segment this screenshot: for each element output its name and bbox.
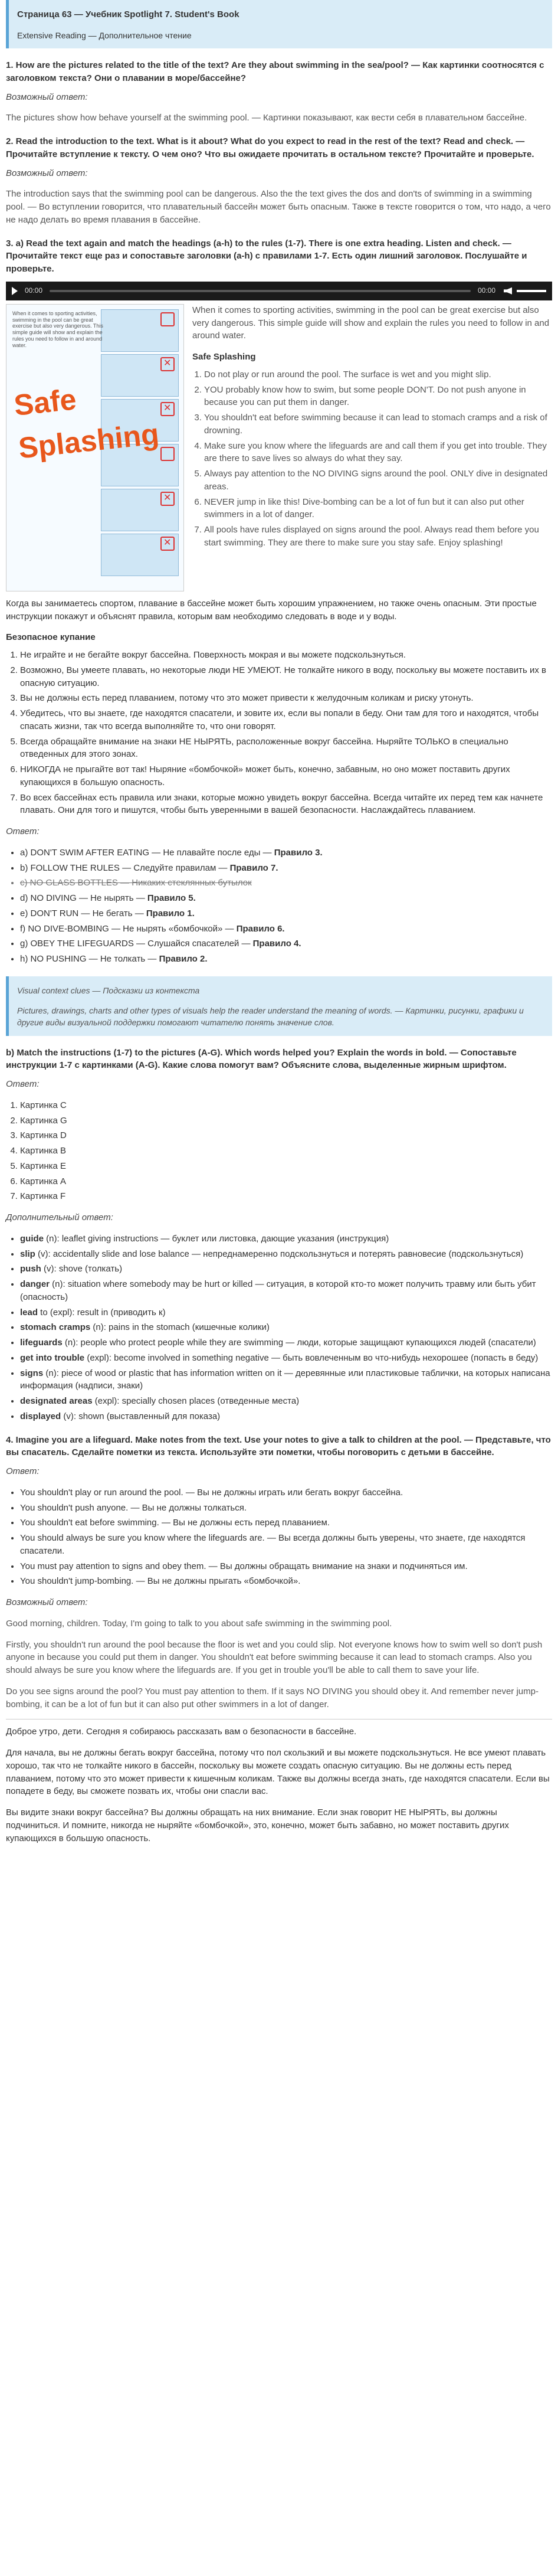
note-item: • You must pay attention to signs and obey them. — Вы должны обращать внимание на знаки и подчиняться им. <box>20 1560 552 1573</box>
vocab-item: • get into trouble (expl): become involved in something negative — быть вовлеченным во что-нибудь нехорошее (попасть в беду) <box>20 1352 552 1365</box>
rules-list <box>192 368 552 550</box>
translation-rule-2: 2. Возможно, Вы умеете плавать, но некоторые люди НЕ УМЕЮТ. Не толкайте никого в воду, поскольку вы можете поставить их в опасную ситуацию. <box>20 664 552 690</box>
tip-box <box>6 976 552 1036</box>
leaflet-picture-f <box>101 534 179 576</box>
question-1: 1. How are the pictures related to the title of the text? Are they about swimming in the sea/pool? — Как картинки соотносятся с заголовком текста? Они о плавании в море/бассейне? <box>6 60 544 83</box>
picture-answer: 3. Картинка D <box>20 1129 552 1142</box>
answer-1: The pictures show how behave yourself at the swimming pool. — Картинки показывают, как вести себя в плавательном бассейне. <box>6 113 527 123</box>
poster-title: Safe Splashing <box>192 352 256 362</box>
talk-en-1: Good morning, children. Today, I'm going to talk to you about safe swimming in the swimming pool. <box>6 1618 392 1629</box>
translation-title: Безопасное купание <box>6 632 96 643</box>
vocab-item: • guide (n): leaflet giving instructions — буклет или листовка, дающие указания (инструкция) <box>20 1233 552 1245</box>
note-item: • You should always be sure you know where the lifeguards are. — Вы всегда должны быть уверены, что знаете, где находятся спасатели. <box>20 1532 552 1558</box>
question-3a: 3. a) Read the text again and match the headings (a-h) to the rules (1-7). There is one extra heading. Listen and check. — Прочитайте текст еще раз и сопоставьте заголовки (a-h) с правилами 1-7. Есть один лишний заголовок. Послушайте и проверьте. <box>6 238 527 274</box>
vocab-item: • danger (n): situation where somebody may be hurt or killed — ситуация, в которой кто-то может получить травму или быть убит (опасность) <box>20 1278 552 1304</box>
picture-answer: 7. Картинка F <box>20 1190 552 1203</box>
question-4: 4. Imagine you are a lifeguard. Make notes from the text. Use your notes to give a talk to children at the pool. — Представьте, что вы спасатель. Сделайте пометки из текста. Используйте эти пометки, чтобы поговорить с детьми в бассейне. <box>6 1434 551 1458</box>
page-title: Страница 63 — Учебник Spotlight 7. Student's Book <box>17 9 239 19</box>
translation-intro: Когда вы занимаетесь спортом, плавание в бассейне может быть хорошим упражнением, но также очень опасным. Эти простые инструкции покажут и объяснят правила, которым вам необходимо следовать в воде и у воды. <box>6 598 537 622</box>
page-subtitle: Extensive Reading — Дополнительное чтение <box>17 30 192 40</box>
cross-icon <box>160 492 175 506</box>
vocab-item: • displayed (v): shown (выставленный для показа) <box>20 1410 552 1423</box>
heading-answer: • f) NO DIVE-BOMBING — Не нырять «бомбочкой» — Правило 6. <box>20 923 552 936</box>
answer-label-1: Возможный ответ: <box>6 91 88 102</box>
question-3b: b) Match the instructions (1-7) to the pictures (A-G). Which words helped you? Explain the words in bold. — Сопоставьте инструкции 1-7 с картинками (A-G). Какие слова помогут вам? Объясните слова, выделенные жирным шрифтом. <box>6 1047 517 1071</box>
translation-rule-7: 7. Во всех бассейнах есть правила или знаки, которые можно увидеть вокруг бассейна. Всегда читайте их перед тем как начнете плавать. Они для того и пишутся, чтобы быть уверенными в вашей безопасности. Наслаждайтесь плаванием. <box>20 792 552 818</box>
audio-player[interactable] <box>6 282 552 300</box>
picture-answer: 1. Картинка C <box>20 1099 552 1112</box>
volume-icon[interactable] <box>504 287 512 295</box>
translation-rule-5: 5. Всегда обращайте внимание на знаки НЕ НЫРЯТЬ, расположенные вокруг бассейна. Ныряйте ТОЛЬКО в специально отведенных для этого зонах. <box>20 735 552 761</box>
audio-time-start: 00:00 <box>25 286 43 295</box>
extra-answer-label-3b: Дополнительный ответ: <box>6 1212 113 1223</box>
heading-answer: • a) DON'T SWIM AFTER EATING — Не плавайте после еды — Правило 3. <box>20 846 552 859</box>
rule-5: 5. Always pay attention to the NO DIVING signs around the pool. ONLY dive in designated areas. <box>204 468 552 493</box>
vocabulary-list <box>6 1233 552 1423</box>
heading-answer: • d) NO DIVING — Не нырять — Правило 5. <box>20 892 552 905</box>
rule-3: 3. You shouldn't eat before swimming because it can lead to stomach cramps and a risk of drowning. <box>204 411 552 437</box>
leaflet-picture-e <box>101 489 179 531</box>
vocab-item: • signs (n): piece of wood or plastic that has information written on it — деревянные или пластиковые таблички, на которых написана информация (надписи, знаки) <box>20 1367 552 1393</box>
notes-list <box>6 1486 552 1588</box>
cross-icon <box>160 537 175 551</box>
answer-label-3a: Ответ: <box>6 826 40 837</box>
heading-answer-extra: • c) NO GLASS BOTTLES — Никаких стеклянных бутылок <box>20 877 552 890</box>
poster-intro: When it comes to sporting activities, swimming in the pool can be great exercise but also very dangerous. This simple guide will show and explain the rules you need to follow in and around water. <box>192 305 550 341</box>
heading-answer: • g) OBEY THE LIFEGUARDS — Слушайся спасателей — Правило 4. <box>20 937 552 950</box>
leaflet-intro-text: When it comes to sporting activities, swimming in the pool can be great exercise but also very dangerous. This simple guide will show and explain the rules you need to follow in and around water. <box>12 310 103 348</box>
leaflet-image <box>6 304 184 591</box>
rule-6: 6. NEVER jump in like this! Dive-bombing can be a lot of fun but it can also put other swimmers in a lot of danger. <box>204 496 552 522</box>
heading-answer: • b) FOLLOW THE RULES — Следуйте правилам — Правило 7. <box>20 862 552 875</box>
leaflet-section <box>6 304 552 591</box>
vocab-item: • designated areas (expl): specially chosen places (отведенные места) <box>20 1395 552 1408</box>
tip-title: Visual context clues — Подсказки из контекста <box>17 985 200 995</box>
picture-answer: 2. Картинка G <box>20 1114 552 1127</box>
translation-rule-3: 3. Вы не должны есть перед плаванием, потому что это может привести к желудочным коликам и риску утонуть. <box>20 692 552 705</box>
rule-7: 7. All pools have rules displayed on signs around the pool. Always read them before you start swimming. They are there to make sure you stay safe. Enjoy splashing! <box>204 524 552 550</box>
audio-progress-bar[interactable] <box>50 290 471 292</box>
pictures-answers <box>6 1099 552 1203</box>
picture-answer: 4. Картинка B <box>20 1145 552 1158</box>
extra-answer-label-4: Возможный ответ: <box>6 1597 88 1608</box>
check-icon <box>160 312 175 326</box>
answer-2: The introduction says that the swimming pool can be dangerous. Also the the text gives the dos and don'ts of swimming in a swimming pool. — Во вступлении говорится, что плавательный бассейн может быть опасным. Также в тексте говорится о том, что надо, а чего не надо делать во время плавания в бассейне. <box>6 189 551 225</box>
page-header <box>6 0 552 48</box>
talk-en-3: Do you see signs around the pool? You must pay attention to them. If it says NO DIVING you should obey it. And remember never jump-bombing, it can be a lot of fun but it can also put other swimmers in a lot of danger. <box>6 1686 539 1709</box>
note-item: • You shouldn't play or run around the pool. — Вы не должны играть или бегать вокруг бассейна. <box>20 1486 552 1499</box>
note-item: • You shouldn't jump-bombing. — Вы не должны прыгать «бомбочкой». <box>20 1575 552 1588</box>
vocab-item: • lead to (expl): result in (приводить к) <box>20 1306 552 1319</box>
translation-rule-1: 1. Не играйте и не бегайте вокруг бассейна. Поверхность мокрая и вы можете подскользнуться. <box>20 649 552 662</box>
picture-answer: 5. Картинка E <box>20 1160 552 1173</box>
picture-answer: 6. Картинка A <box>20 1175 552 1188</box>
vocab-item: • stomach cramps (n): pains in the stomach (кишечные колики) <box>20 1321 552 1334</box>
note-item: • You shouldn't push anyone. — Вы не должны толкаться. <box>20 1502 552 1515</box>
translation-rule-4: 4. Убедитесь, что вы знаете, где находятся спасатели, и зовите их, если вы попали в беду. Они там для того и находятся, чтобы спасать жизни, так что всегда выполняйте то, что они говорят. <box>20 707 552 733</box>
translation-rules-list <box>6 649 552 817</box>
talk-en-2: Firstly, you shouldn't run around the pool because the floor is wet and you could slip. Not everyone knows how to swim well so don't push anyone in because you could put them in danger. You shouldn't eat before swimming because it can lead to stomach cramps. Also you should always be sure you know where the lifeguards are. If you get in trouble you'll be able to call them to save your life. <box>6 1639 543 1676</box>
talk-ru-1: Доброе утро, дети. Сегодня я собираюсь рассказать вам о безопасности в бассейне. <box>6 1727 357 1737</box>
note-item: • You shouldn't eat before swimming. — Вы не должны есть перед плаванием. <box>20 1516 552 1529</box>
rule-2: 2. YOU probably know how to swim, but some people DON'T. Do not push anyone in because you can put them in danger. <box>204 384 552 410</box>
tip-text: Pictures, drawings, charts and other types of visuals help the reader understand the meaning of words. — Картинки, рисунки, графики и другие виды визуальной поддержки помогают читателю понять значение слов. <box>17 1006 524 1028</box>
rule-4: 4. Make sure you know where the lifeguards are and call them if you get into trouble. They are there to save lives so always do what they say. <box>204 440 552 466</box>
translation-rule-6: 6. НИКОГДА не прыгайте вот так! Ныряние «бомбочкой» может быть, конечно, забавным, но оно может поставить других купающихся в большую опасность. <box>20 763 552 789</box>
vocab-item: • slip (v): accidentally slide and lose balance — непреднамеренно подскользнуться и потерять равновесие (подскользнуться) <box>20 1248 552 1261</box>
heading-answer: • h) NO PUSHING — Не толкать — Правило 2. <box>20 953 552 966</box>
answer-label-3b: Ответ: <box>6 1079 40 1090</box>
heading-answer: • e) DON'T RUN — Не бегать — Правило 1. <box>20 907 552 920</box>
talk-ru-3: Вы видите знаки вокруг бассейна? Вы должны обращать на них внимание. Если знак говорит НЕ НЫРЯТЬ, вы должны подчиниться. И помните, никогда не ныряйте «бомбочкой», это, конечно, может быть забавно, но может поставить других купающихся в большую опасность. <box>6 1807 509 1843</box>
question-2: 2. Read the introduction to the text. What is it about? What do you expect to read in the rest of the text? Read and check. — Прочитайте вступление к тексту. О чем оно? Что вы ожидаете прочитать в остальном тексте? Прочитайте и проверьте. <box>6 136 534 159</box>
talk-ru-2: Для начала, вы не должны бегать вокруг бассейна, потому что пол скользкий и вы можете подскользнуться. Не все умеют плавать хорошо, так что не толкайте никого в бассейн, поскольку вы можете создать опасную ситуацию. Вы не должны есть перед плаванием, потому что это может привести к кишечным коликам. Также вы должны всегда знать, где находятся спасатели. Если вы попадете в беду, вы сможете позвать их, чтобы они спасли вас. <box>6 1748 550 1797</box>
answer-label-2: Возможный ответ: <box>6 168 88 178</box>
volume-slider[interactable] <box>517 290 546 292</box>
answer-label-4: Ответ: <box>6 1466 40 1477</box>
leaflet-picture-a <box>101 309 179 352</box>
vocab-item: • push (v): shove (толкать) <box>20 1263 552 1276</box>
rule-1: 1. Do not play or run around the pool. The surface is wet and you might slip. <box>204 368 552 381</box>
play-icon[interactable] <box>12 287 18 295</box>
safe-splashing-logo: Safe Splashing <box>12 382 161 465</box>
vocab-item: • lifeguards (n): people who protect people while they are swimming — люди, которые защищают купающихся людей (спасатели) <box>20 1336 552 1349</box>
audio-time-end: 00:00 <box>477 286 495 295</box>
headings-answers <box>6 846 552 966</box>
poster-text <box>192 304 552 591</box>
